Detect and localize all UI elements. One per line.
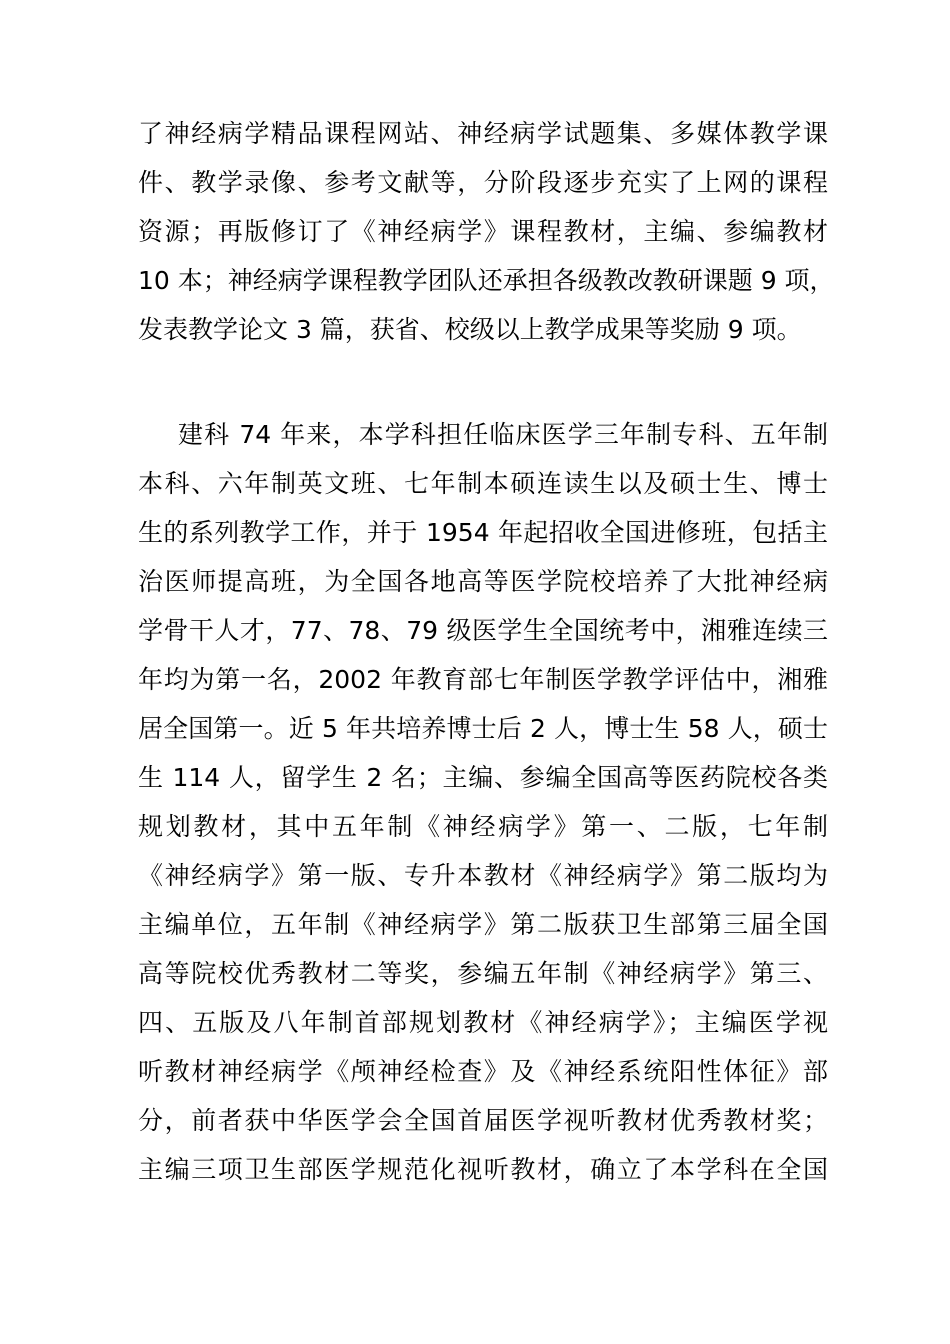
paragraph-line: 主编三项卫生部医学规范化视听教材，确立了本学科在全国: [138, 1155, 828, 1184]
paragraph-line: 居全国第一。近 5 年共培养博士后 2 人，博士生 58 人，硕士: [138, 714, 828, 743]
paragraph-line: 生 114 人，留学生 2 名；主编、参编全国高等医药院校各类: [138, 763, 828, 792]
paragraph-line: 发表教学论文 3 篇，获省、校级以上教学成果等奖励 9 项。: [138, 315, 802, 344]
paragraph-line: 生的系列教学工作，并于 1954 年起招收全国进修班，包括主: [138, 518, 828, 547]
paragraph-line: 本科、六年制英文班、七年制本硕连读生以及硕士生、博士: [138, 469, 828, 498]
paragraph-line: 治医师提高班，为全国各地高等医学院校培养了大批神经病: [138, 567, 828, 596]
paragraph-line: 规划教材，其中五年制《神经病学》第一、二版，七年制: [138, 812, 828, 841]
paragraph-line: 10 本；神经病学课程教学团队还承担各级教改教研课题 9 项，: [138, 266, 835, 295]
paragraph-line: 听教材神经病学《颅神经检查》及《神经系统阳性体征》部: [138, 1057, 828, 1086]
paragraph-line: 件、教学录像、参考文献等，分阶段逐步充实了上网的课程: [138, 168, 828, 197]
paragraph-line: 《神经病学》第一版、专升本教材《神经病学》第二版均为: [138, 861, 828, 890]
paragraph-line: 建科 74 年来，本学科担任临床医学三年制专科、五年制: [178, 420, 828, 449]
paragraph-line: 学骨干人才，77、78、79 级医学生全国统考中，湘雅连续三: [138, 616, 828, 645]
paragraph-line: 四、五版及八年制首部规划教材《神经病学》；主编医学视: [138, 1008, 828, 1037]
paragraph-2: [138, 410, 828, 1194]
paragraph-line: 分，前者获中华医学会全国首届医学视听教材优秀教材奖；: [138, 1106, 828, 1135]
paragraph-line: 高等院校优秀教材二等奖，参编五年制《神经病学》第三、: [138, 959, 828, 988]
paragraph-1: [138, 109, 835, 354]
paragraph-line: 资源；再版修订了《神经病学》课程教材，主编、参编教材: [138, 217, 828, 246]
paragraph-line: 年均为第一名，2002 年教育部七年制医学教学评估中，湘雅: [138, 665, 828, 694]
paragraph-line: 主编单位，五年制《神经病学》第二版获卫生部第三届全国: [138, 910, 828, 939]
paragraph-line: 了神经病学精品课程网站、神经病学试题集、多媒体教学课: [138, 119, 828, 148]
